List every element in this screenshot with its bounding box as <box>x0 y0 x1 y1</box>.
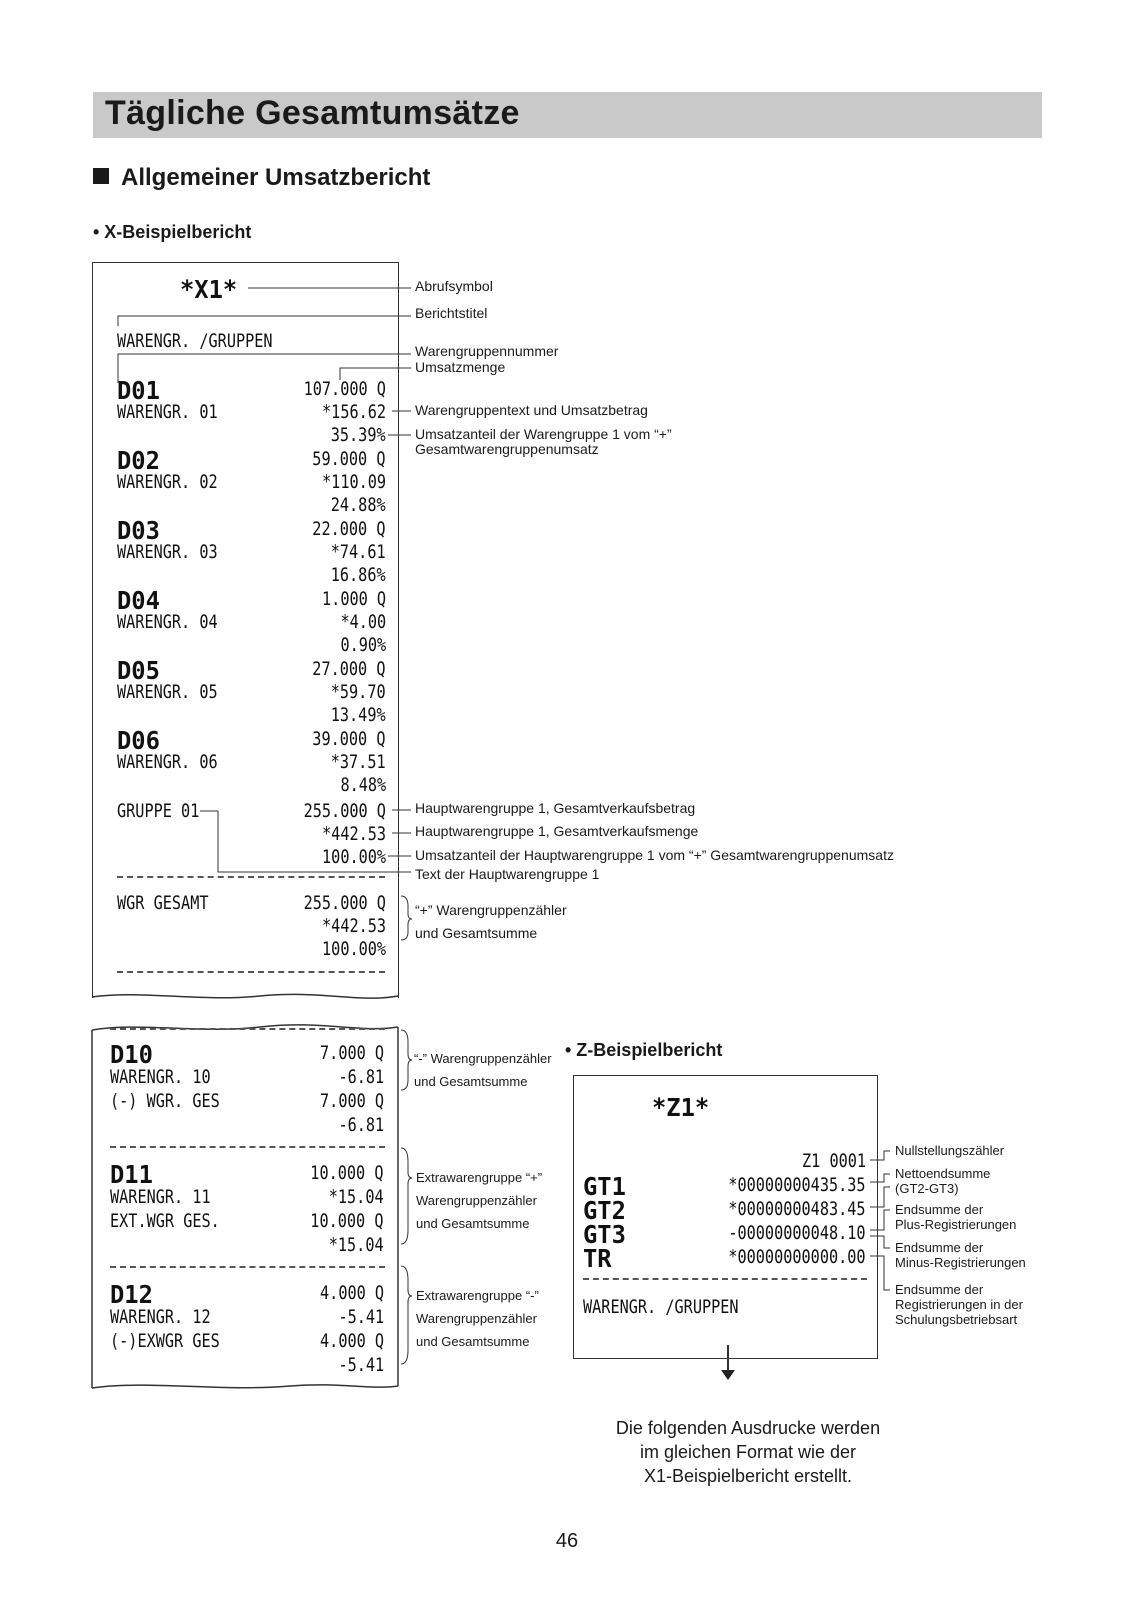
d10-sub-amount: -6.81 <box>338 1114 384 1136</box>
z-report-title: WARENGR. /GRUPPEN <box>583 1296 739 1318</box>
group-name: GRUPPE 01 <box>117 800 200 822</box>
dept-amount: *37.51 <box>331 751 386 773</box>
gt2-label: GT2 <box>583 1196 626 1225</box>
d10-code: D10 <box>110 1040 153 1069</box>
label-berichtstitel: Berichtstitel <box>415 305 488 321</box>
page-number: 46 <box>555 1530 579 1552</box>
d12-code: D12 <box>110 1280 153 1309</box>
dept-qty: 107.000 Q <box>303 378 386 400</box>
dept-code: D06 <box>117 726 160 755</box>
d12-sub-name: (-)EXWGR GES <box>110 1330 220 1352</box>
x-heading: • X-Beispielbericht <box>93 222 252 242</box>
label-minus-reg-2: Minus-Registrierungen <box>895 1255 1026 1270</box>
dept-name: WARENGR. 01 <box>117 401 218 423</box>
d12-name: WARENGR. 12 <box>110 1306 211 1328</box>
label-warengruppennummer: Warengruppennummer <box>415 343 559 359</box>
dept-code: D03 <box>117 516 160 545</box>
note-line: X1-Beispielbericht erstellt. <box>643 1466 853 1486</box>
note-line: Die folgenden Ausdrucke werden <box>615 1418 881 1438</box>
dept-qty: 22.000 Q <box>312 518 386 540</box>
label-abrufsymbol: Abrufsymbol <box>415 278 493 294</box>
group-pct: 100.00% <box>321 846 386 868</box>
x-report-title: WARENGR. /GRUPPEN <box>117 330 273 352</box>
dept-pct: 24.88% <box>331 494 386 516</box>
label-plus-2: und Gesamtsumme <box>415 925 538 941</box>
dept-pct: 16.86% <box>331 564 386 586</box>
label-extra-minus-1: Extrawarengruppe “-” <box>416 1288 539 1303</box>
dept-pct: 13.49% <box>331 704 386 726</box>
dept-amount: *59.70 <box>331 681 386 703</box>
z-symbol: *Z1* <box>652 1093 710 1122</box>
dept-code: D05 <box>117 656 160 685</box>
label-anteil-1: Umsatzanteil der Warengruppe 1 vom “+” <box>415 426 672 442</box>
label-schulung-3: Schulungsbetriebsart <box>895 1312 1018 1327</box>
total-name: WGR GESAMT <box>117 892 209 914</box>
dept-amount: *74.61 <box>331 541 386 563</box>
total-pct: 100.00% <box>321 938 386 960</box>
label-schulung-1: Endsumme der <box>895 1282 984 1297</box>
d12-sub-amount: -5.41 <box>338 1354 384 1376</box>
d10-name: WARENGR. 10 <box>110 1066 211 1088</box>
dept-name: WARENGR. 03 <box>117 541 218 563</box>
gt1-label: GT1 <box>583 1172 626 1201</box>
d10-sub-qty: 7.000 Q <box>319 1090 384 1112</box>
group-qty: 255.000 Q <box>303 800 386 822</box>
d10-amount: -6.81 <box>338 1066 384 1088</box>
d11-name: WARENGR. 11 <box>110 1186 211 1208</box>
dept-name: WARENGR. 02 <box>117 471 218 493</box>
label-haupt-menge: Hauptwarengruppe 1, Gesamtverkaufsmenge <box>415 823 699 839</box>
d11-code: D11 <box>110 1160 153 1189</box>
dept-name: WARENGR. 06 <box>117 751 218 773</box>
label-text-betrag: Warengruppentext und Umsatzbetrag <box>415 402 648 418</box>
label-plus-1: “+” Warengruppenzähler <box>415 902 567 918</box>
d11-sub-qty: 10.000 Q <box>310 1210 384 1232</box>
d12-sub-qty: 4.000 Q <box>319 1330 384 1352</box>
dept-amount: *110.09 <box>321 471 386 493</box>
label-minus-1: “-” Warengruppenzähler <box>414 1051 552 1066</box>
gt3-label: GT3 <box>583 1220 626 1249</box>
dept-name: WARENGR. 04 <box>117 611 218 633</box>
note-line: im gleichen Format wie der <box>639 1442 857 1462</box>
dept-code: D02 <box>117 446 160 475</box>
label-haupt-betrag: Hauptwarengruppe 1, Gesamtverkaufsbetrag <box>415 800 696 816</box>
label-minus-2: und Gesamtsumme <box>414 1074 528 1089</box>
note-text <box>598 1416 898 1488</box>
label-umsatzmenge: Umsatzmenge <box>415 359 506 375</box>
label-anteil-2: Gesamtwarengruppenumsatz <box>415 441 599 457</box>
label-extra-minus-2: Warengruppenzähler <box>416 1311 537 1326</box>
dept-qty: 27.000 Q <box>312 658 386 680</box>
total-amount: *442.53 <box>321 915 386 937</box>
label-minus-reg-1: Endsumme der <box>895 1240 984 1255</box>
dept-pct: 0.90% <box>340 634 386 656</box>
d10-qty: 7.000 Q <box>319 1042 384 1064</box>
dept-qty: 59.000 Q <box>312 448 386 470</box>
dept-code: D01 <box>117 376 160 405</box>
label-haupt-text: Text der Hauptwarengruppe 1 <box>415 866 600 882</box>
label-extra-plus-1: Extrawarengruppe “+” <box>416 1170 543 1185</box>
label-schulung-2: Registrierungen in der <box>895 1297 1023 1312</box>
x-symbol: *X1* <box>180 275 238 304</box>
tr-label: TR <box>583 1244 612 1273</box>
label-null-zaehler: Nullstellungszähler <box>895 1143 1005 1158</box>
dept-qty: 1.000 Q <box>321 588 386 610</box>
d11-amount: *15.04 <box>329 1186 384 1208</box>
label-extra-plus-3: und Gesamtsumme <box>416 1216 530 1231</box>
label-plus-reg-1: Endsumme der <box>895 1202 984 1217</box>
dept-pct: 35.39% <box>331 424 386 446</box>
gt2-value: *00000000483.45 <box>728 1198 866 1220</box>
dept-qty: 39.000 Q <box>312 728 386 750</box>
d12-amount: -5.41 <box>338 1306 384 1328</box>
z-heading: • Z-Beispielbericht <box>565 1040 723 1060</box>
gt1-value: *00000000435.35 <box>728 1174 866 1196</box>
page-title: Tägliche Gesamtumsätze <box>105 94 520 132</box>
tr-value: *00000000000.00 <box>728 1246 866 1268</box>
d11-sub-amount: *15.04 <box>329 1234 384 1256</box>
d11-qty: 10.000 Q <box>310 1162 384 1184</box>
label-plus-reg-2: Plus-Registrierungen <box>895 1217 1017 1232</box>
d11-sub-name: EXT.WGR GES. <box>110 1210 220 1232</box>
label-extra-plus-2: Warengruppenzähler <box>416 1193 537 1208</box>
dept-code: D04 <box>117 586 160 615</box>
d10-sub-name: (-) WGR. GES <box>110 1090 220 1112</box>
section-title-text: Allgemeiner Umsatzbericht <box>121 164 431 191</box>
group-amount: *442.53 <box>321 823 386 845</box>
dept-pct: 8.48% <box>340 774 386 796</box>
down-arrow-icon <box>721 1370 735 1380</box>
label-haupt-anteil: Umsatzanteil der Hauptwarengruppe 1 vom “+” Gesamtwarengruppenumsatz <box>415 847 894 863</box>
dept-name: WARENGR. 05 <box>117 681 218 703</box>
gt3-value: -00000000048.10 <box>728 1222 866 1244</box>
label-extra-minus-3: und Gesamtsumme <box>416 1334 530 1349</box>
dept-amount: *4.00 <box>340 611 386 633</box>
d12-qty: 4.000 Q <box>319 1282 384 1304</box>
z-counter: Z1 0001 <box>801 1150 866 1172</box>
label-netto-1: Nettoendsumme <box>895 1166 991 1181</box>
label-netto-2: (GT2-GT3) <box>895 1181 959 1196</box>
total-qty: 255.000 Q <box>303 892 386 914</box>
dept-amount: *156.62 <box>321 401 386 423</box>
